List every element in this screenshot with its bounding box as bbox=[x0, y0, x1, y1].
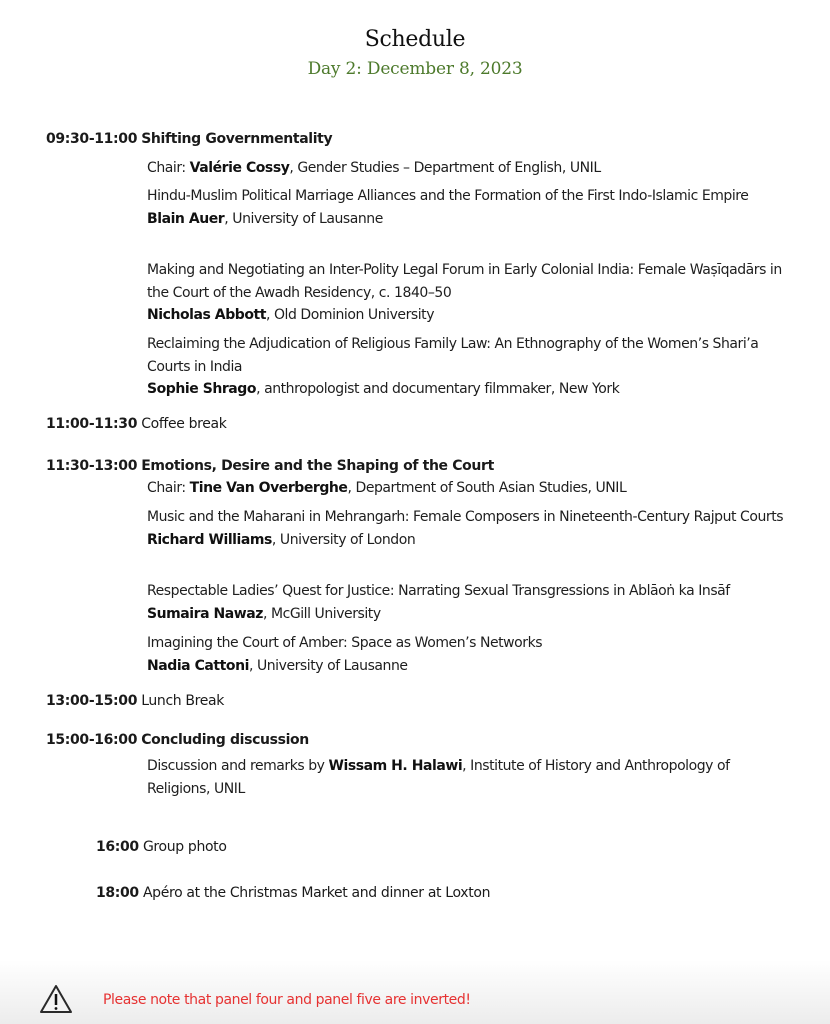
paper-entry bbox=[147, 632, 787, 677]
session-title: Emotions, Desire and the Shaping of the Court bbox=[141, 458, 494, 474]
break-row bbox=[46, 413, 227, 435]
chair-name: Valérie Cossy bbox=[189, 160, 290, 176]
speaker-affiliation: , University of Lausanne bbox=[224, 210, 383, 227]
chair-name: Tine Van Overberghe bbox=[189, 480, 348, 496]
speaker-name: Richard Williams bbox=[147, 531, 272, 548]
event-time: 18:00 bbox=[96, 885, 139, 901]
break-label: Coffee break bbox=[141, 416, 227, 432]
day-subtitle: Day 2: December 8, 2023 bbox=[307, 59, 523, 79]
speaker-name: Sumaira Nawaz bbox=[147, 605, 263, 622]
paper-entry bbox=[147, 259, 787, 327]
break-label: Lunch Break bbox=[141, 693, 225, 709]
event-row bbox=[96, 836, 227, 858]
speaker-name: Nadia Cattoni bbox=[147, 657, 249, 674]
paper-entry bbox=[147, 506, 787, 551]
discussion-line bbox=[147, 755, 772, 800]
event-label: Group photo bbox=[142, 839, 227, 855]
session-header bbox=[46, 128, 332, 150]
paper-entry bbox=[147, 333, 787, 401]
warning-triangle-icon bbox=[39, 984, 73, 1014]
paper-title: Imagining the Court of Amber: Space as Women’s Networks bbox=[147, 635, 543, 651]
session-time: 15:00-16:00 bbox=[46, 732, 138, 748]
paper-title: Making and Negotiating an Inter-Polity Legal Forum in Early Colonial India: Female Waṣīqadārs in the Court of the Awadh Residency, c. 1840–50 bbox=[147, 262, 782, 301]
session-time: 09:30-11:00 bbox=[46, 131, 138, 147]
chair-label: Chair: bbox=[147, 480, 190, 496]
paper-title: Respectable Ladies’ Quest for Justice: Narrating Sexual Transgressions in Ablāoṅ ka Insāf bbox=[147, 583, 730, 599]
session-title: Concluding discussion bbox=[141, 732, 309, 748]
speaker-name: Nicholas Abbott bbox=[147, 307, 266, 323]
speaker-affiliation: , University of Lausanne bbox=[248, 657, 408, 674]
event-time: 16:00 bbox=[96, 839, 139, 855]
paper-title: Reclaiming the Adjudication of Religious Family Law: An Ethnography of the Women’s Shari’a Courts in India bbox=[147, 336, 759, 375]
chair-line bbox=[147, 477, 787, 500]
session-time: 11:00-11:30 bbox=[46, 416, 138, 432]
session-time: 13:00-15:00 bbox=[46, 693, 138, 709]
speaker-affiliation: , University of London bbox=[271, 531, 416, 548]
speaker-name: Sophie Shrago bbox=[147, 381, 257, 397]
break-row bbox=[46, 690, 224, 712]
session-title: Shifting Governmentality bbox=[141, 131, 333, 147]
speaker-affiliation: , anthropologist and documentary filmmaker, New York bbox=[256, 381, 620, 397]
discussion-prefix: Discussion and remarks by bbox=[147, 758, 329, 774]
notice-text: Please note that panel four and panel five are inverted! bbox=[103, 992, 471, 1008]
speaker-name: Blain Auer bbox=[147, 210, 225, 227]
paper-entry bbox=[147, 580, 787, 625]
paper-title: Hindu-Muslim Political Marriage Alliances and the Formation of the First Indo-Islamic Empire bbox=[147, 188, 749, 204]
paper-entry bbox=[147, 185, 787, 230]
session-header bbox=[46, 729, 309, 751]
session-time: 11:30-13:00 bbox=[46, 458, 138, 474]
chair-line bbox=[147, 157, 787, 180]
chair-label: Chair: bbox=[147, 160, 190, 176]
event-row bbox=[96, 882, 490, 904]
schedule-title: Schedule bbox=[364, 27, 466, 52]
speaker-affiliation: , Old Dominion University bbox=[265, 307, 435, 323]
discussant-affiliation: , Institute of History and Anthropology of Religions, UNIL bbox=[147, 758, 730, 797]
chair-affiliation: , Gender Studies – Department of English, UNIL bbox=[289, 160, 601, 176]
chair-affiliation: , Department of South Asian Studies, UNIL bbox=[347, 480, 627, 496]
session-header bbox=[46, 455, 494, 477]
discussant-name: Wissam H. Halawi bbox=[328, 758, 463, 774]
event-label: Apéro at the Christmas Market and dinner at Loxton bbox=[142, 885, 491, 901]
speaker-affiliation: , McGill University bbox=[262, 605, 381, 622]
paper-title: Music and the Maharani in Mehrangarh: Female Composers in Nineteenth-Century Rajput Courts bbox=[147, 509, 784, 525]
